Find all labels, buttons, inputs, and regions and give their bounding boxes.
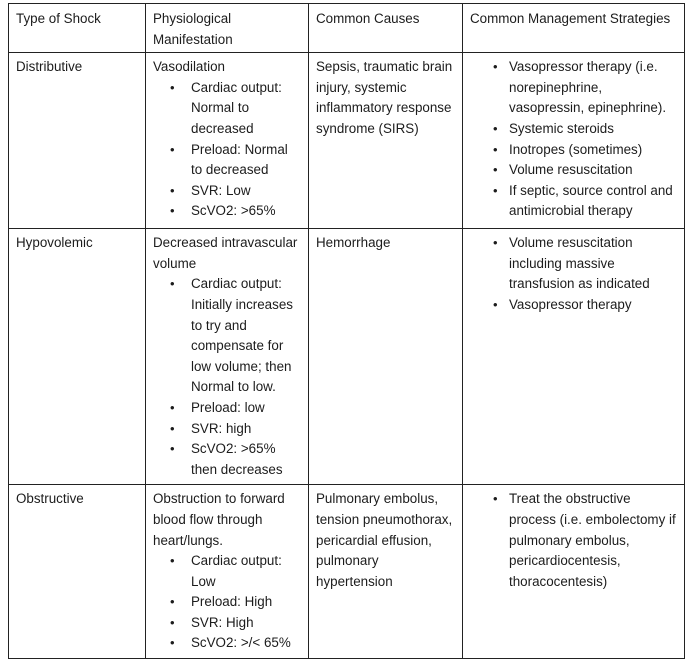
bullet-icon: • <box>170 635 175 651</box>
manifestation-list <box>153 78 302 222</box>
manifestation-item: • SVR: Low <box>191 181 302 202</box>
bullet-icon: • <box>170 141 175 157</box>
bullet-icon: • <box>170 399 175 415</box>
management-cell <box>463 53 685 229</box>
bullet-icon: • <box>493 296 498 312</box>
bullet-icon: • <box>170 420 175 436</box>
management-list <box>470 57 678 222</box>
management-item: • Treat the obstructive process (i.e. embolectomy if pulmonary embolus, pericardiocentesis, thoracocentesis) <box>493 491 676 589</box>
manifestation-item: • Preload: High <box>191 592 302 613</box>
header-type-of-shock: Type of Shock <box>9 4 146 53</box>
shock-type-cell: Obstructive <box>9 485 146 659</box>
header-management-strategies: Common Management Strategies <box>463 4 685 53</box>
manifestation-item: • Preload: Normal to decreased <box>170 141 288 178</box>
bullet-icon: • <box>493 141 498 157</box>
bullet-icon: • <box>493 182 498 198</box>
manifestation-item: • SVR: high <box>191 419 302 440</box>
bullet-icon: • <box>493 235 498 251</box>
shock-type-cell: Hypovolemic <box>9 229 146 485</box>
causes-cell: Sepsis, traumatic brain injury, systemic inflammatory response syndrome (SIRS) <box>309 53 463 229</box>
manifestation-text: Vasodilation <box>153 59 225 75</box>
manifestation-text: Obstruction to forward blood flow through heart/lungs. <box>153 491 285 548</box>
bullet-icon: • <box>170 182 175 198</box>
bullet-icon: • <box>170 276 175 292</box>
bullet-icon: • <box>170 553 175 569</box>
manifestation-text: Decreased intravascular volume <box>153 235 298 271</box>
manifestation-list <box>153 551 302 654</box>
shock-types-table <box>8 3 685 659</box>
management-item: • Vasopressor therapy <box>509 295 678 316</box>
row-hypovolemic <box>9 229 685 485</box>
management-cell <box>463 229 685 485</box>
manifestation-cell <box>146 485 309 659</box>
manifestation-item: • Cardiac output: Initially increases to try and compensate for low volume; then Normal to low. <box>170 276 293 395</box>
manifestation-item: • ScVO2: >65% <box>191 201 302 222</box>
manifestation-item: • ScVO2: >/< 65% <box>191 633 302 654</box>
management-list <box>470 489 678 592</box>
causes-cell: Hemorrhage <box>309 229 463 485</box>
row-obstructive <box>9 485 685 659</box>
manifestation-item: • Preload: low <box>191 398 302 419</box>
manifestation-cell <box>146 53 309 229</box>
manifestation-item: • Cardiac output: Low <box>170 553 282 589</box>
manifestation-item: • SVR: High <box>191 613 302 634</box>
header-row <box>9 4 685 53</box>
management-item: • Inotropes (sometimes) <box>509 140 678 161</box>
management-item: • Volume resuscitation <box>509 160 678 181</box>
manifestation-item: • ScVO2: >65% then decreases <box>170 441 283 477</box>
management-item: • Vasopressor therapy (i.e. norepinephrine, vasopressin, epinephrine). <box>493 59 667 116</box>
header-common-causes: Common Causes <box>309 4 463 53</box>
bullet-icon: • <box>493 59 498 75</box>
bullet-icon: • <box>170 203 175 219</box>
manifestation-item: • Cardiac output: Normal to decreased <box>170 79 282 136</box>
management-cell <box>463 485 685 659</box>
management-item: • Systemic steroids <box>509 119 678 140</box>
bullet-icon: • <box>493 162 498 178</box>
bullet-icon: • <box>170 441 175 457</box>
bullet-icon: • <box>493 120 498 136</box>
management-item: • If septic, source control and antimicrobial therapy <box>493 182 673 219</box>
causes-cell: Pulmonary embolus, tension pneumothorax, pericardial effusion, pulmonary hypertension <box>309 485 463 659</box>
bullet-icon: • <box>170 79 175 95</box>
manifestation-cell <box>146 229 309 485</box>
shock-type-cell: Distributive <box>9 53 146 229</box>
bullet-icon: • <box>170 614 175 630</box>
management-list <box>470 233 678 315</box>
header-physiological-manifestation: Physiological Manifestation <box>146 4 309 53</box>
management-item: • Volume resuscitation including massive transfusion as indicated <box>493 235 650 292</box>
bullet-icon: • <box>493 491 498 507</box>
row-distributive <box>9 53 685 229</box>
bullet-icon: • <box>170 594 175 610</box>
manifestation-list <box>153 274 302 480</box>
